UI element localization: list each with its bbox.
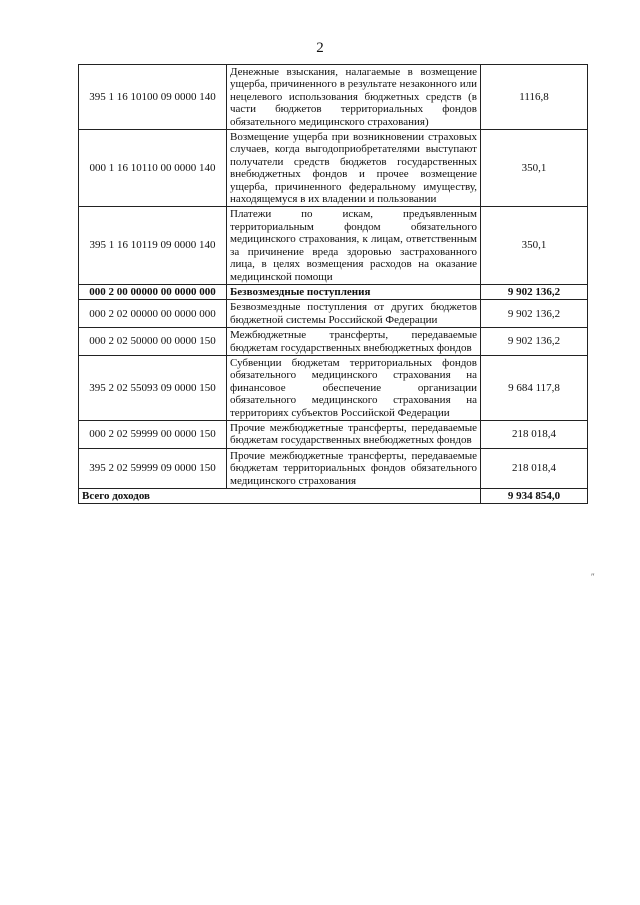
amount-cell: 350,1: [481, 130, 588, 207]
code-cell: 000 1 16 10110 00 0000 140: [79, 130, 227, 207]
description-cell: Безвозмездные поступления от других бюджетов бюджетной системы Российской Федерации: [227, 300, 481, 328]
description-cell: Межбюджетные трансферты, передаваемые бюджетам государственных внебюджетных фондов: [227, 328, 481, 356]
amount-cell: 350,1: [481, 207, 588, 284]
table-row: [79, 355, 588, 420]
code-cell: 000 2 02 50000 00 0000 150: [79, 328, 227, 356]
code-cell: 000 2 02 59999 00 0000 150: [79, 420, 227, 448]
page-number: 2: [316, 40, 324, 56]
description-cell: Возмещение ущерба при возникновении страховых случаев, когда выгодоприобретателями выступают получатели средств бюджетов государственных внебюджетных фондов и прочее возмещение ущерба, причиненного федеральному имуществу, находящемуся в их владении и пользовании: [227, 130, 481, 207]
description-cell: Прочие межбюджетные трансферты, передаваемые бюджетам государственных внебюджетных фондов: [227, 420, 481, 448]
amount-cell: 9 902 136,2: [481, 300, 588, 328]
description-cell: Денежные взыскания, налагаемые в возмещение ущерба, причиненного в результате незаконного или нецелевого использования бюджетных средств (в части бюджетов территориальных фондов обязательного медицинского страхования): [227, 65, 481, 130]
total-label: Всего доходов: [79, 489, 481, 504]
code-cell: 000 2 00 00000 00 0000 000: [79, 284, 227, 299]
code-cell: 395 2 02 59999 09 0000 150: [79, 448, 227, 488]
description-cell: Безвозмездные поступления: [227, 284, 481, 299]
table-row: [79, 300, 588, 328]
description-cell: Платежи по искам, предъявленным территориальным фондом обязательного медицинского страхования, к лицам, ответственным за причинение вреда здоровью застрахованного лица, в целях возмещения расходов на оказание медицинской помощи: [227, 207, 481, 284]
description-cell: Субвенции бюджетам территориальных фондов обязательного медицинского страхования на финансовое обеспечение организации обязательного медицинского страхования на территориях субъектов Российской Федерации: [227, 355, 481, 420]
table-row: [79, 284, 588, 299]
description-cell: Прочие межбюджетные трансферты, передаваемые бюджетам территориальных фондов обязательного медицинского страхования: [227, 448, 481, 488]
table-row: [79, 328, 588, 356]
revenue-table: [78, 64, 588, 504]
table-row: [79, 65, 588, 130]
corner-mark: ″: [591, 572, 595, 582]
code-cell: 000 2 02 00000 00 0000 000: [79, 300, 227, 328]
amount-cell: 218 018,4: [481, 448, 588, 488]
revenue-table-body: [79, 65, 588, 504]
table-row: [79, 130, 588, 207]
amount-cell: 9 684 117,8: [481, 355, 588, 420]
code-cell: 395 1 16 10119 09 0000 140: [79, 207, 227, 284]
code-cell: 395 1 16 10100 09 0000 140: [79, 65, 227, 130]
amount-cell: 218 018,4: [481, 420, 588, 448]
code-cell: 395 2 02 55093 09 0000 150: [79, 355, 227, 420]
total-amount: 9 934 854,0: [481, 489, 588, 504]
table-row: [79, 420, 588, 448]
amount-cell: 9 902 136,2: [481, 328, 588, 356]
amount-cell: 9 902 136,2: [481, 284, 588, 299]
table-row: [79, 207, 588, 284]
total-row: [79, 489, 588, 504]
amount-cell: 1116,8: [481, 65, 588, 130]
table-row: [79, 448, 588, 488]
